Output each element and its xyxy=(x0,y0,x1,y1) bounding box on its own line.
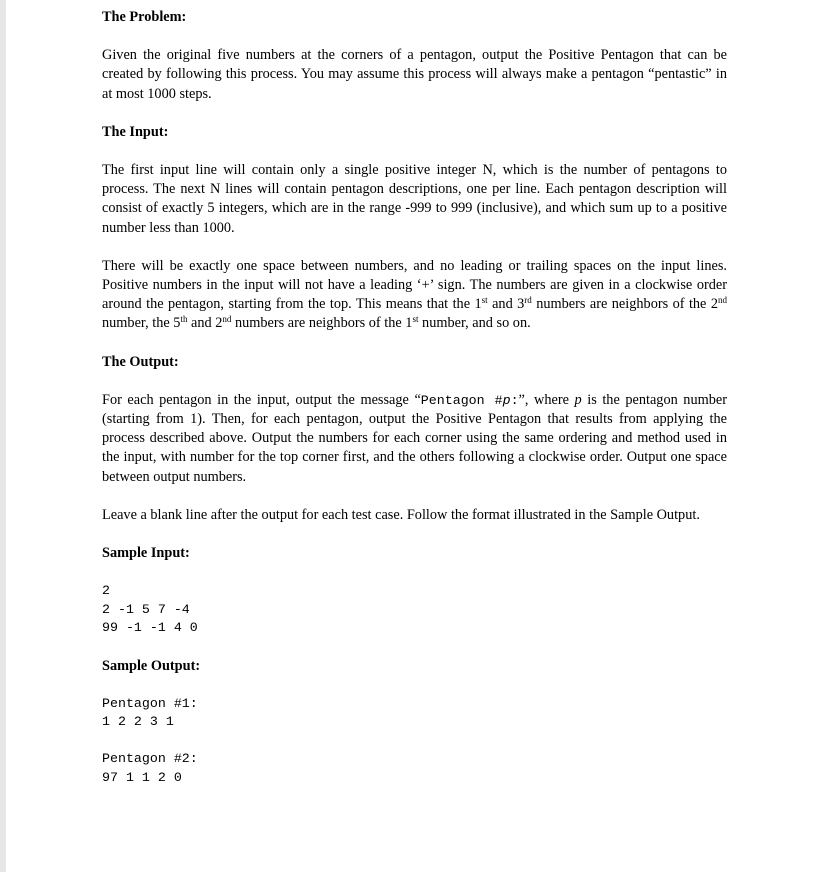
sample-input-line: 2 -1 5 7 -4 xyxy=(102,601,190,617)
sup-st-2: st xyxy=(412,314,419,325)
output-var-p: p xyxy=(574,391,582,408)
input-paragraph-1: The first input line will contain only a single positive integer N, which is the number of pentagons to process. The next N lines will contain pentagon descriptions, one per line. Each pentagon description will consist of exactly 5 integers, which are in the range -999 to 999 (inclusive), and which sum up to a positive number less than 1000. xyxy=(102,162,727,236)
sample-input-heading: Sample Input: xyxy=(102,545,190,562)
output-p1-text-a: For each pentagon in the input, output the message “ xyxy=(102,391,421,408)
problem-heading: The Problem: xyxy=(102,9,187,25)
sample-input-line: 99 -1 -1 4 0 xyxy=(102,620,198,636)
sample-output-line: 1 2 2 3 1 xyxy=(102,714,174,730)
sample-output-line: Pentagon #2: xyxy=(102,751,198,767)
output-p1-text-c: is the pentagon number (starting from 1). Then, for each pentagon, output the Positive Pentagon that results from applying the process described above. Output the numbers for each corner using the same ordering and method used in the input, with number for the top corner first, and the others following a clockwise order. Output one space between output numbers. xyxy=(102,391,727,485)
sup-st: st xyxy=(481,295,488,306)
output-format-var: p xyxy=(502,392,511,408)
sample-output-line: Pentagon #1: xyxy=(102,695,198,711)
sup-rd: rd xyxy=(524,295,532,306)
output-heading: The Output: xyxy=(102,353,179,370)
sample-output-line: 97 1 1 2 0 xyxy=(102,769,182,785)
input-p2-text-g: number, and so on. xyxy=(418,315,531,332)
input-p2-text-c: numbers are neighbors of the 2 xyxy=(531,296,718,313)
output-format-code: Pentagon # xyxy=(420,392,503,408)
input-p2-text-b: and 3 xyxy=(487,296,525,313)
input-p2-text-a: There will be exactly one space between numbers, and no leading or trailing spaces on the input lines. Positive numbers in the input will not have a leading ‘+’ sign. The numbers are given in a clockwise order around the pentagon, starting from the top. This means that the 1 xyxy=(102,257,727,313)
sample-output-heading: Sample Output: xyxy=(102,657,201,674)
problem-paragraph: Given the original five numbers at the corners of a pentagon, output the Positive Pentagon that can be created by following this process. You may assume this process will always make a pentagon “pentastic” in at most 1000 steps. xyxy=(102,47,727,102)
sample-input-line: 2 xyxy=(102,583,110,599)
input-p2-text-d: number, the 5 xyxy=(102,315,181,332)
input-p2-text-f: numbers are neighbors of the 1 xyxy=(231,315,413,332)
sample-output-block xyxy=(102,695,727,788)
document-page xyxy=(102,8,727,787)
sup-th: th xyxy=(180,314,188,325)
sup-nd-2: nd xyxy=(222,314,232,325)
sample-input-block xyxy=(102,582,727,638)
input-paragraph-2 xyxy=(102,257,727,334)
input-heading: The Input: xyxy=(102,123,169,140)
sup-nd: nd xyxy=(718,295,727,306)
output-format-colon: : xyxy=(510,392,519,408)
page-gutter xyxy=(0,0,6,872)
output-p1-text-b: ”, where xyxy=(518,391,575,408)
output-paragraph-2: Leave a blank line after the output for each test case. Follow the format illustrated in the Sample Output. xyxy=(102,506,700,523)
output-paragraph-1 xyxy=(102,391,727,487)
input-p2-text-e: and 2 xyxy=(187,315,223,332)
